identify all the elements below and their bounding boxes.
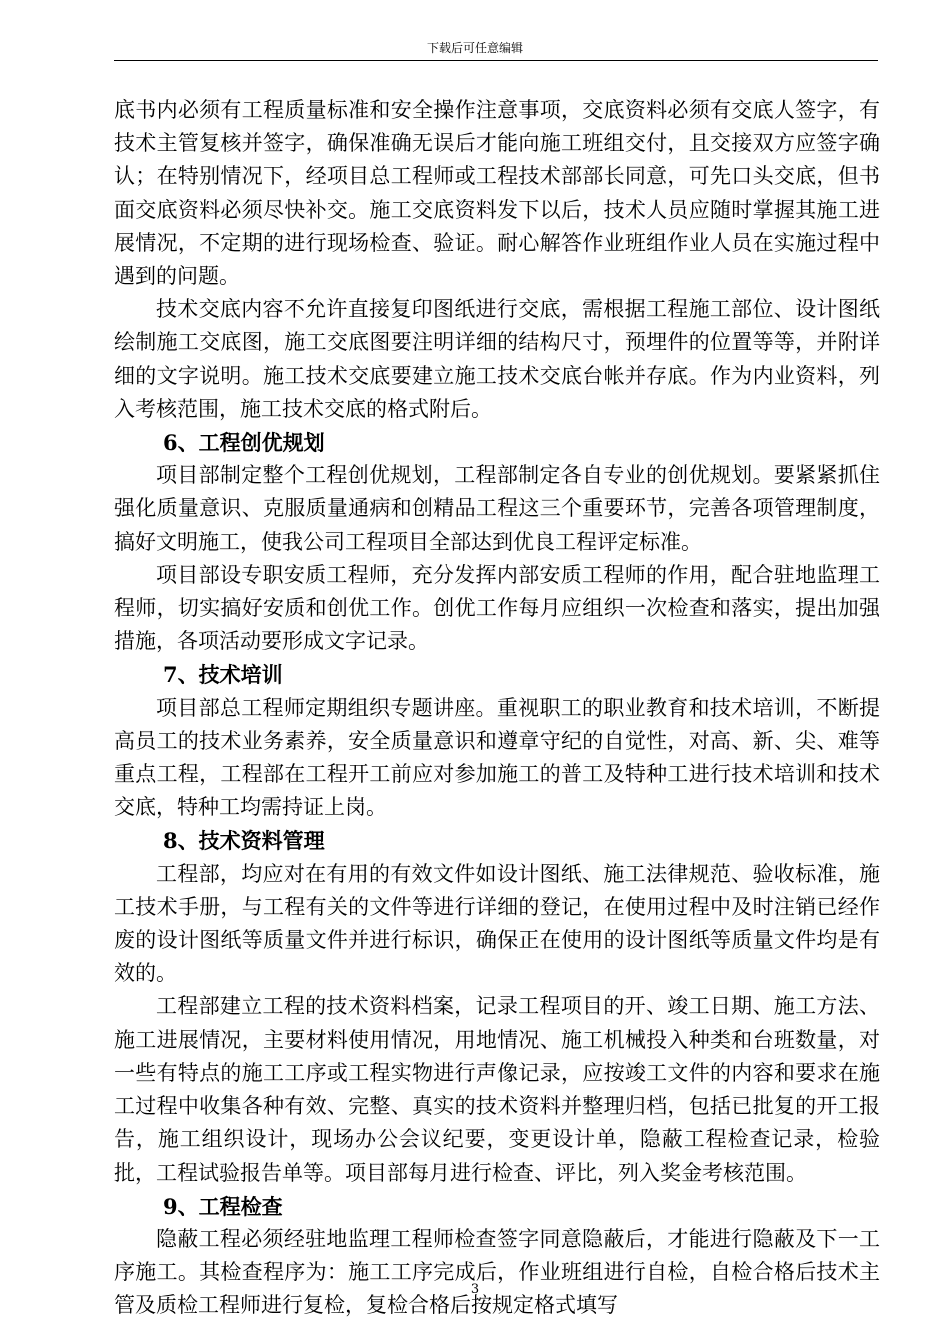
paragraph-technical-archive: 工程部建立工程的技术资料档案，记录工程项目的开、竣工日期、施工方法、施工进展情况，主要材料使用情况，用地情况、施工机械投入种类和台班数量，对一些有特点的施工工序或工程实物进行声像记录，应按竣工文件的内容和要求在施工过程中收集各种有效、完整、真实的技术资料并整理归档，包括已批复的开工报告，施工组织设计，现场办公会议纪要，变更设计单，隐蔽工程检查记录，检验批，工程试验报告单等。项目部每月进行检查、评比，列入奖金考核范围。 — [114, 994, 880, 1185]
paragraph-excellence-plan: 项目部制定整个工程创优规划，工程部制定各自专业的创优规划。要紧紧抓住强化质量意识、克服质量通病和创精品工程这三个重要环节，完善各项管理制度，搞好文明施工，使我公司工程项目全部达到优良工程评定标准。 — [114, 463, 880, 554]
paragraph-disclosure-content: 技术交底内容不允许直接复印图纸进行交底，需根据工程施工部位、设计图纸绘制施工交底图，施工交底图要注明详细的结构尺寸，预埋件的位置等等，并附详细的文字说明。施工技术交底要建立施工技术交底台帐并存底。作为内业资料，列入考核范围，施工技术交底的格式附后。 — [114, 297, 880, 421]
paragraph-continuation: 底书内必须有工程质量标准和安全操作注意事项，交底资料必须有交底人签字，有技术主管复核并签字，确保准确无误后才能向施工班组交付，且交接双方应签字确认；在特别情况下，经项目总工程师或工程技术部部长同意，可先口头交底，但书面交底资料必须尽快补交。施工交底资料发下以后，技术人员应随时掌握其施工进展情况，不定期的进行现场检查、验证。耐心解答作业班组作业人员在实施过程中遇到的问题。 — [114, 98, 880, 289]
header-divider — [114, 60, 878, 61]
document-body — [114, 94, 880, 1323]
section-heading-9: 9、工程检查 — [163, 1193, 283, 1219]
section-heading-7: 7、技术培训 — [163, 662, 283, 688]
page-number: 3 — [470, 1282, 480, 1297]
section-heading-6: 6、工程创优规划 — [163, 430, 325, 456]
section-heading-8: 8、技术资料管理 — [163, 828, 325, 854]
paragraph-safety-engineer: 项目部设专职安质工程师，充分发挥内部安质工程师的作用，配合驻地监理工程师，切实搞好安质和创优工作。创优工作每月应组织一次检查和落实，提出加强措施，各项活动要形成文字记录。 — [114, 562, 880, 654]
paragraph-concealed-inspection: 隐蔽工程必须经驻地监理工程师检查签字同意隐蔽后，才能进行隐蔽及下一工序施工。其检查程序为：施工工序完成后，作业班组进行自检，自检合格后技术主管及质检工程师进行复检，复检合格后按规定格式填写 — [114, 1226, 880, 1318]
paragraph-training: 项目部总工程师定期组织专题讲座。重视职工的职业教育和技术培训，不断提高员工的技术业务素养，安全质量意识和遵章守纪的自觉性，对高、新、尖、难等重点工程，工程部在工程开工前应对参加施工的普工及特种工进行技术培训和技术交底，特种工均需持证上岗。 — [114, 695, 880, 820]
paragraph-document-register: 工程部，均应对在有用的有效文件如设计图纸、施工法律规范、验收标准，施工技术手册，与工程有关的文件等进行详细的登记，在使用过程中及时注销已经作废的设计图纸等质量文件并进行标识，确保正在使用的设计图纸等质量文件均是有效的。 — [114, 861, 880, 986]
page-header: 下载后可任意编辑 — [426, 41, 523, 55]
